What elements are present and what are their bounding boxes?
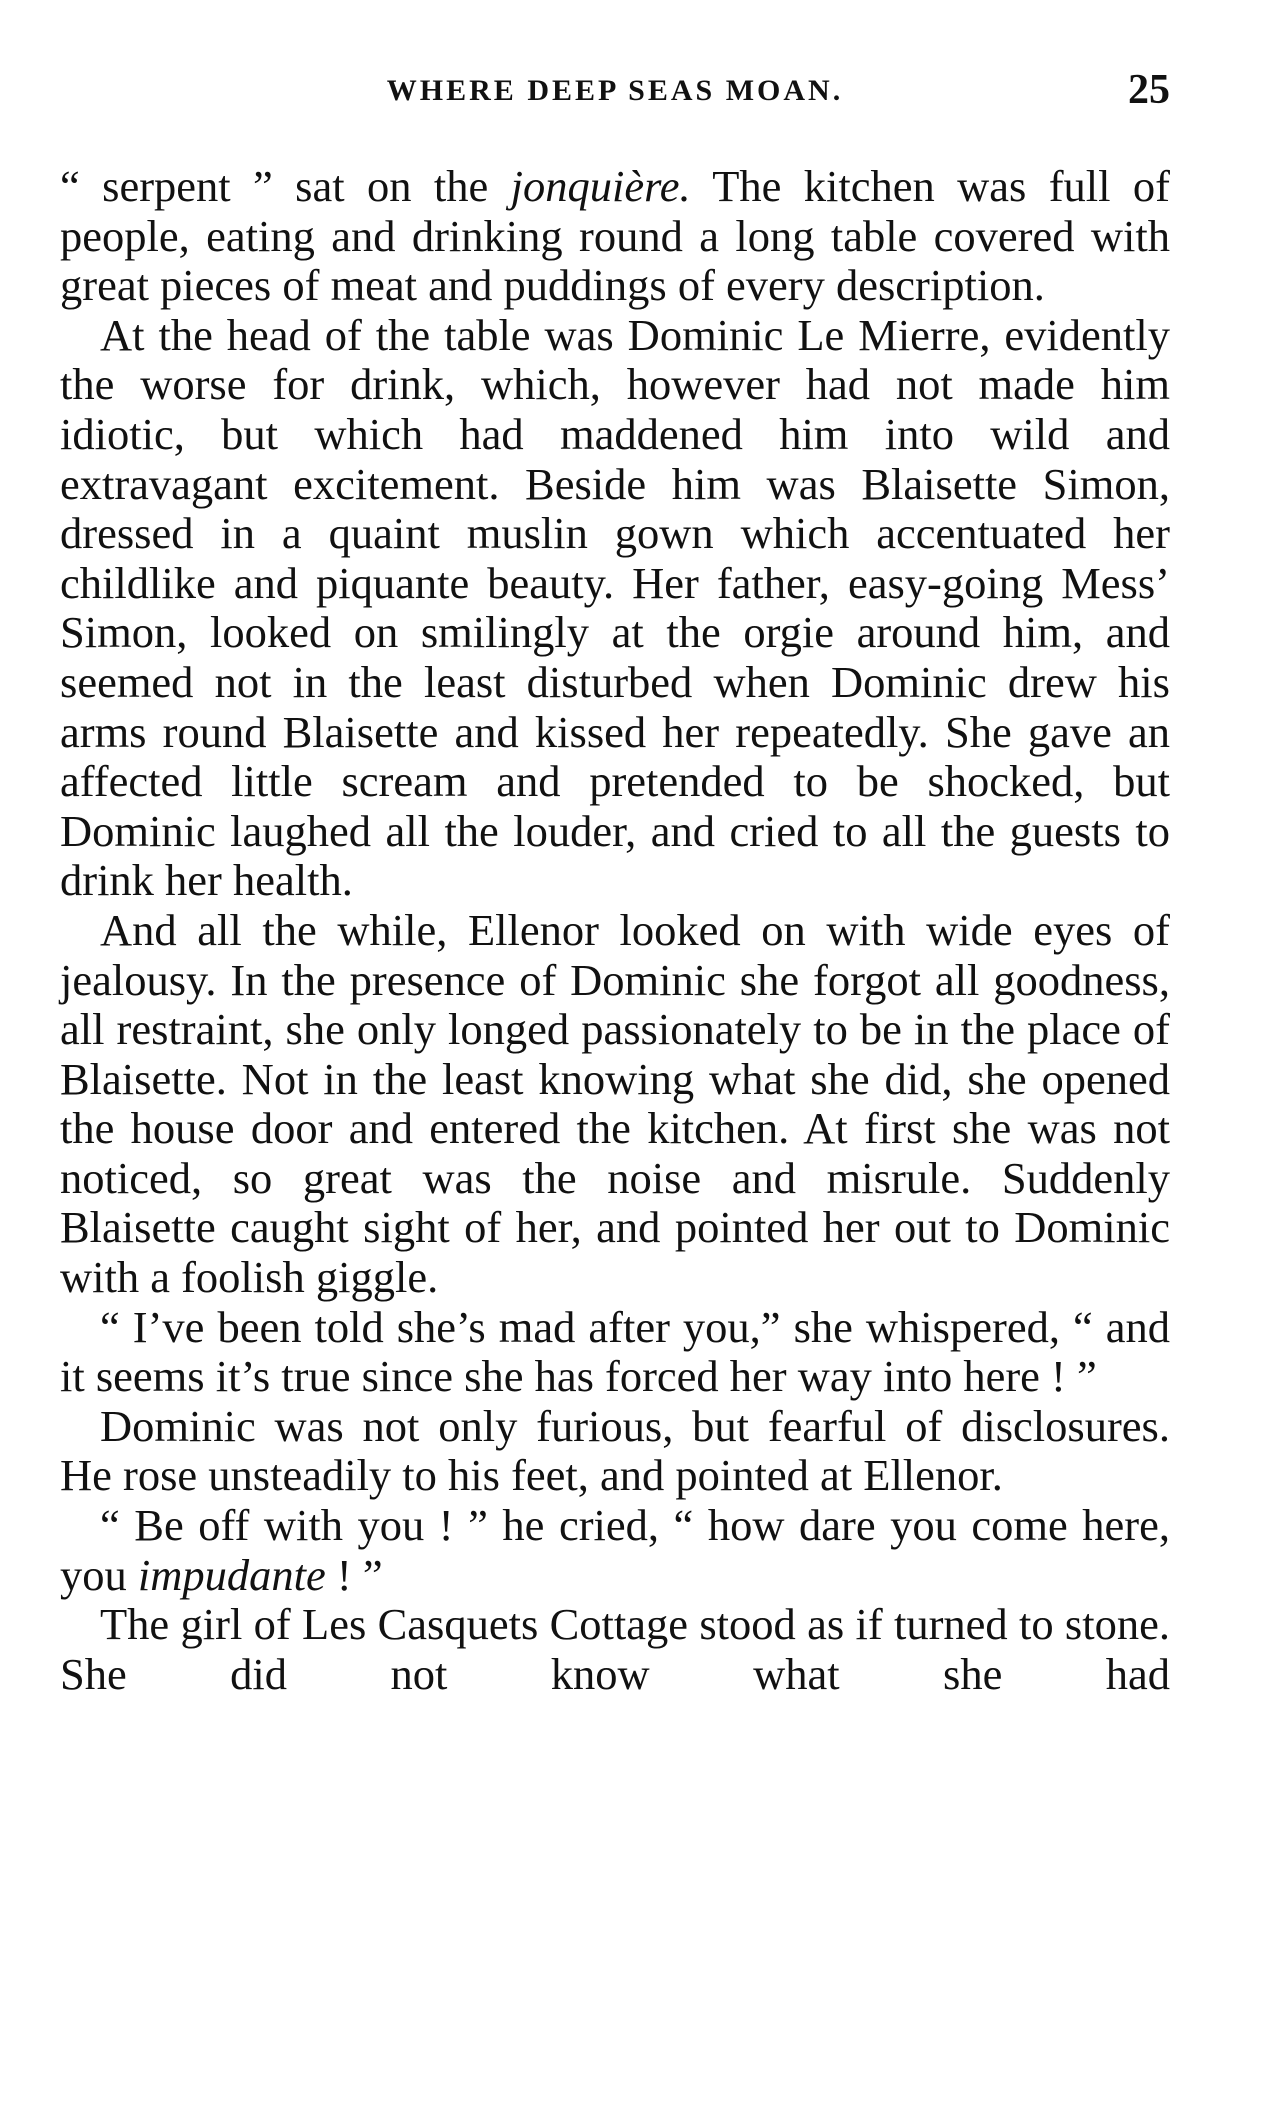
running-head [60, 66, 1170, 116]
running-title: WHERE DEEP SEAS MOAN. [386, 74, 844, 107]
paragraph-1 [60, 162, 1170, 311]
text-segment: Dominic was not only furious, but fearful of disclosures. He rose unsteadily to his feet, and pointed at Ellenor. [60, 1400, 1170, 1501]
text-segment: ! ” [325, 1549, 383, 1600]
text-segment: The girl of Les Casquets Cottage stood as if turned to stone. She did not know what she had [60, 1599, 1170, 1699]
text-segment: “ Be off with you ! ” he cried, “ how dare you come here, you [60, 1500, 1170, 1600]
paragraph-6 [60, 1501, 1170, 1600]
paragraph-7 [60, 1600, 1170, 1699]
body-text [60, 162, 1170, 1699]
text-segment: “ serpent ” sat on the [60, 161, 511, 211]
italic-segment: jonquière. [510, 161, 691, 211]
paragraph-4 [60, 1303, 1170, 1402]
page-number: 25 [1128, 67, 1170, 113]
italic-segment: impudante [137, 1549, 326, 1600]
paragraph-2 [60, 311, 1170, 906]
text-segment: “ I’ve been told she’s mad after you,” she whispered, “ and it seems it’s true since she has forced her way into here ! ” [60, 1301, 1170, 1402]
paragraph-3 [60, 906, 1170, 1303]
text-segment: The kitchen was full of people, eating and drinking round a long table covered with great pieces of meat and puddings of every description. [60, 161, 1170, 311]
paragraph-5 [60, 1402, 1170, 1501]
text-segment: At the head of the table was Dominic Le Mierre, evidently the worse for drink, which, however had not made him idiotic, but which had maddened him into wild and extravagant excitement. Beside him was Blaisette Simon, dressed in a quaint muslin gown which accentuated her childlike and piquante beauty. Her father, easy-going Mess’ Simon, looked on smilingly at the orgie around him, and seemed not in the least disturbed when Dominic drew his arms round Blaisette and kissed her repeatedly. She gave an affected little scream and pretended to be shocked, but Dominic laughed all the louder, and cried to all the guests to drink her health. [60, 309, 1170, 906]
text-segment: And all the while, Ellenor looked on with wide eyes of jealousy. In the presence of Dominic she forgot all goodness, all restraint, she only longed passionately to be in the place of Blaisette. Not in the least knowing what she did, she opened the house door and entered the kitchen. At first she was not noticed, so great was the noise and misrule. Suddenly Blaisette caught sight of her, and pointed her out to Dominic with a foolish giggle. [60, 904, 1170, 1303]
